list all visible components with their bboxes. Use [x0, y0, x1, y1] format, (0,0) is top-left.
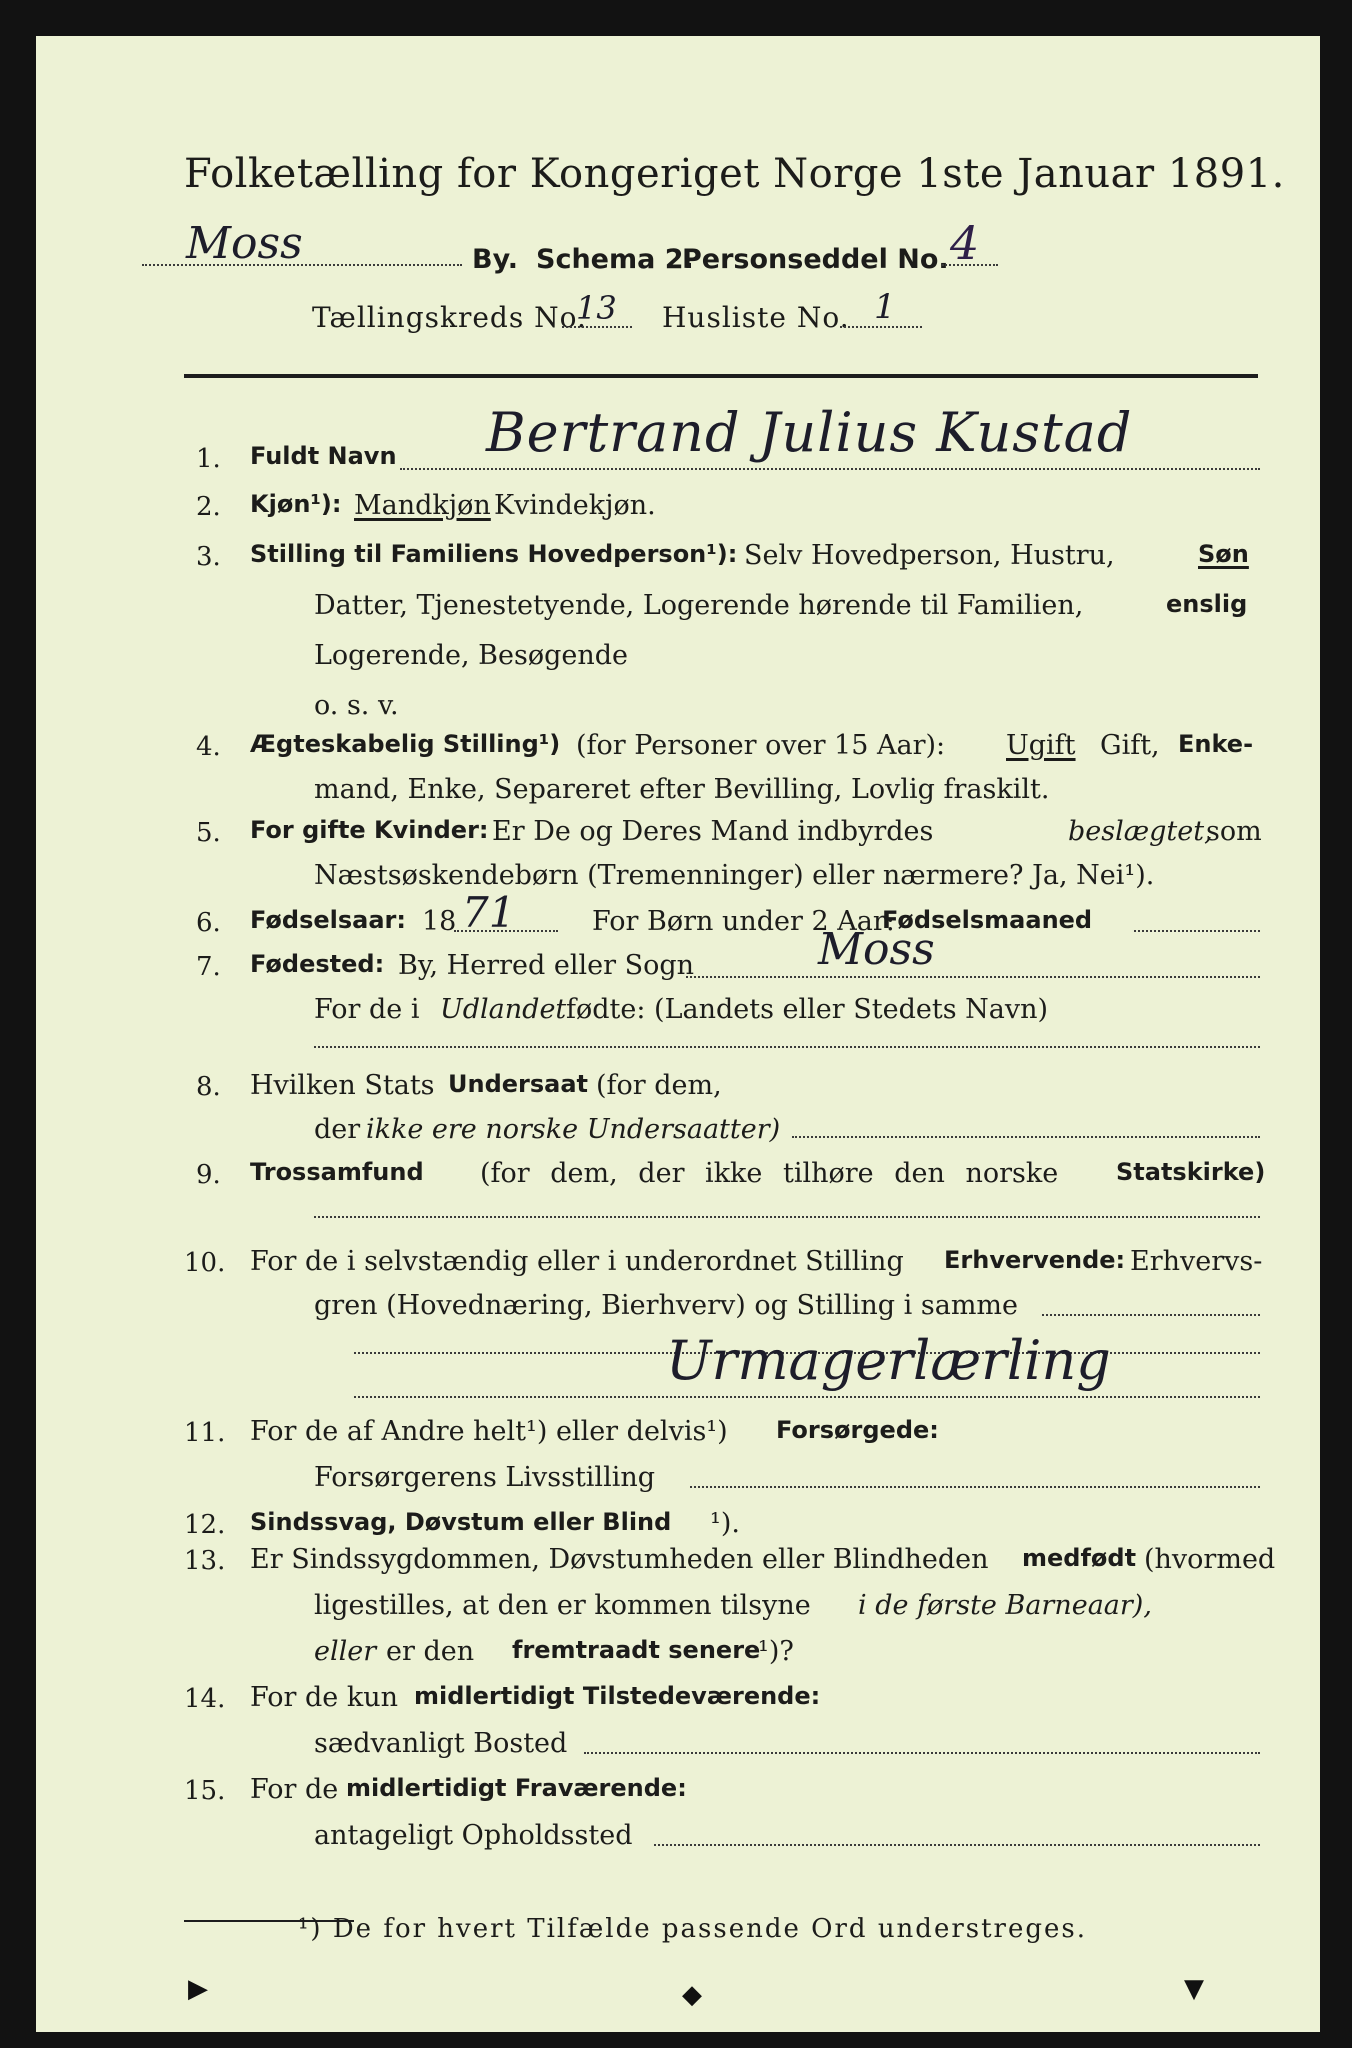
q3-line1: Selv Hovedperson, Hustru, — [744, 540, 1115, 571]
q10-line3 — [354, 1396, 1260, 1398]
q14-line1a: For de kun — [250, 1682, 398, 1713]
q12-number: 12. — [184, 1510, 226, 1540]
q13-line2a: ligestilles, at den er kommen tilsyne — [314, 1590, 811, 1621]
q9-line1: (for dem, der ikke tilhøre den norske — [480, 1158, 1059, 1189]
form-title: Folketælling for Kongeriget Norge 1ste Januar 1891. — [184, 151, 1285, 197]
q4-label: Ægteskabelig Stilling¹) — [250, 730, 561, 758]
q2-number: 2. — [196, 492, 221, 522]
q7-line — [686, 976, 1260, 978]
q14-number: 14. — [184, 1684, 226, 1714]
q13-medfodt: medfødt — [1022, 1544, 1137, 1572]
q11-number: 11. — [184, 1418, 226, 1448]
q11-line1a: For de af Andre helt¹) eller delvis¹) — [250, 1416, 728, 1447]
q15-line2: antageligt Opholdssted — [314, 1820, 633, 1851]
header-rule — [184, 374, 1258, 378]
q5-number: 5. — [196, 818, 221, 848]
q9-label: Trossamfund — [250, 1158, 424, 1186]
q7-line2 — [314, 1046, 1260, 1048]
q13-line3a: eller — [314, 1636, 377, 1667]
q1-number: 1. — [196, 444, 221, 474]
q10-line2: gren (Hovednæring, Bierhverv) og Stilling i samme — [314, 1290, 1019, 1321]
q10-line — [1042, 1314, 1260, 1316]
q4-option-enke: Enke- — [1178, 730, 1254, 758]
q14-line2: sædvanligt Bosted — [314, 1728, 568, 1759]
schema-label: Schema 2. — [536, 244, 694, 275]
q8-line — [792, 1136, 1260, 1138]
q6-mid: For Børn under 2 Aar: — [592, 906, 895, 937]
q6-label: Fødselsaar: — [250, 906, 406, 934]
q10-line1c: Erhvervs- — [1130, 1246, 1263, 1277]
kreds-label: Tællingskreds No. — [312, 301, 587, 334]
q10-handwriting: Urmagerlærling — [666, 1329, 1111, 1392]
q10-line1a: For de i selvstændig eller i underordnet Stilling — [250, 1246, 904, 1277]
q2-label: Kjøn¹): — [250, 490, 342, 518]
q9-number: 9. — [196, 1160, 221, 1190]
by-label: By. — [472, 244, 518, 275]
q7-label: Fødested: — [250, 950, 385, 978]
q1-handwriting: Bertrand Julius Kustad — [486, 401, 1133, 464]
q10-number: 10. — [184, 1248, 226, 1278]
husliste-label: Husliste No. — [662, 301, 850, 334]
q8-line1a: Hvilken Stats — [250, 1070, 435, 1101]
q3-label: Stilling til Familiens Hovedperson¹): — [250, 540, 738, 568]
q1-line — [400, 468, 1260, 470]
q8-number: 8. — [196, 1072, 221, 1102]
q8-line1c: (for dem, — [596, 1070, 722, 1101]
q11-forsorgede: Forsørgede: — [776, 1416, 939, 1444]
q8-line2a: der — [314, 1114, 361, 1145]
q7-handwriting: Moss — [818, 924, 935, 975]
q4-line1: (for Personer over 15 Aar): — [576, 730, 946, 761]
q5-line1: Er De og Deres Mand indbyrdes — [492, 816, 934, 847]
q3-line2: Datter, Tjenestetyende, Logerende hørende til Familien, — [314, 590, 1084, 621]
q6-line — [1134, 930, 1260, 932]
q7-line1: By, Herred eller Sogn — [398, 950, 694, 981]
q5-som: som — [1206, 816, 1262, 847]
q13-line3b: er den — [386, 1636, 475, 1667]
q11-line2: Forsørgerens Livsstilling — [314, 1462, 656, 1493]
q13-number: 13. — [184, 1546, 226, 1576]
q6-label2: Fødselsmaaned — [882, 906, 1093, 934]
q3-option-son: Søn — [1198, 540, 1249, 568]
q8-line2b: ikke ere norske Undersaatter) — [366, 1114, 781, 1145]
q9-statskirke: Statskirke) — [1116, 1158, 1266, 1186]
kreds-handwriting: 13 — [576, 289, 617, 327]
punch-mark-center: ◆ — [682, 1980, 702, 2010]
q13-line1c: (hvormed — [1144, 1544, 1276, 1575]
q3-line4: o. s. v. — [314, 690, 399, 721]
q14-line — [584, 1752, 1260, 1754]
q7-line2c: fødte: (Landets eller Stedets Navn) — [566, 994, 1049, 1025]
q4-option-gift: Gift, — [1100, 730, 1160, 761]
q13-line3c: fremtraadt senere — [512, 1636, 761, 1664]
q10-erhvervende: Erhvervende: — [944, 1246, 1126, 1274]
personseddel-handwriting: 4 — [950, 216, 980, 270]
q1-label: Fuldt Navn — [250, 442, 397, 470]
punch-mark-right: ▼ — [1184, 1974, 1204, 2004]
q12-label: Sindssvag, Døvstum eller Blind — [250, 1508, 672, 1536]
q4-option-ugift: Ugift — [1006, 730, 1076, 761]
q7-udlandet: Udlandet — [440, 994, 567, 1025]
q2-option-kvindekjon: Kvindekjøn. — [494, 490, 656, 521]
q15-line1a: For de — [250, 1774, 339, 1805]
q3-enslig: enslig — [1166, 590, 1248, 618]
q13-line2b: i de første Barneaar), — [858, 1590, 1152, 1621]
q15-line — [654, 1844, 1260, 1846]
personseddel-label: Personseddel No. — [682, 244, 949, 275]
q15-line1b: midlertidigt Fraværende: — [346, 1774, 687, 1802]
q15-number: 15. — [184, 1776, 226, 1806]
q3-line3: Logerende, Besøgende — [314, 640, 628, 671]
q5-beslaegtet: beslægtet, — [1068, 816, 1213, 847]
husliste-handwriting: 1 — [874, 287, 896, 327]
q9-line — [314, 1216, 1260, 1218]
q2-option-mandkjon: Mandkjøn — [354, 490, 491, 521]
q4-line2: mand, Enke, Separeret efter Bevilling, Lovlig fraskilt. — [314, 774, 1050, 805]
q6-number: 6. — [196, 908, 221, 938]
q11-line — [690, 1486, 1260, 1488]
footnote: ¹) De for hvert Tilfælde passende Ord understreges. — [298, 1914, 1088, 1944]
punch-mark-left: ▶ — [188, 1974, 208, 2004]
q6-handwriting: 71 — [462, 888, 516, 937]
q4-number: 4. — [196, 732, 221, 762]
q7-line2a: For de i — [314, 994, 420, 1025]
q5-line2: Næstsøskendebørn (Tremenninger) eller nærmere? Ja, Nei¹). — [314, 860, 1155, 891]
q5-label: For gifte Kvinder: — [250, 816, 489, 844]
q7-number: 7. — [196, 952, 221, 982]
q6-prefix: 18 — [422, 906, 457, 937]
q13-line1a: Er Sindssygdommen, Døvstumheden eller Blindheden — [250, 1544, 989, 1575]
q12-suffix: ¹). — [710, 1508, 740, 1539]
q14-line1b: midlertidigt Tilstedeværende: — [414, 1682, 821, 1710]
q8-undersaat: Undersaat — [448, 1070, 589, 1098]
census-form — [36, 36, 1320, 2032]
town-handwriting: Moss — [186, 218, 303, 269]
q3-number: 3. — [196, 542, 221, 572]
q13-line3d: ¹)? — [758, 1636, 794, 1667]
